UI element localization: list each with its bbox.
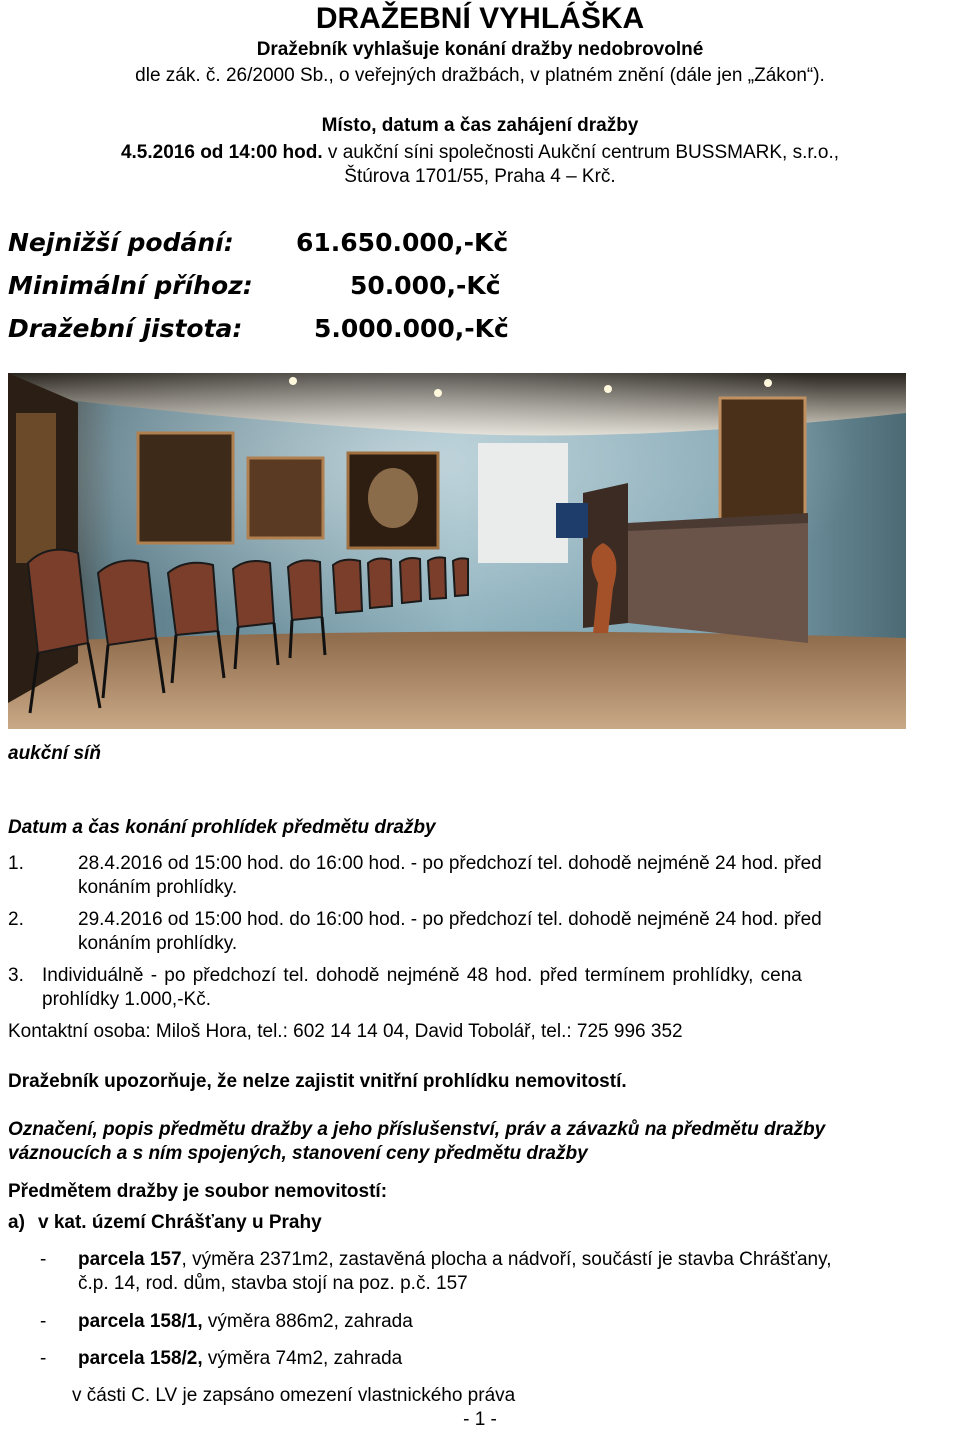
inspection-line-cont: konáním prohlídky. — [78, 877, 238, 898]
deposit-label: Dražební jistota: — [8, 314, 243, 343]
parcel-item — [78, 1347, 402, 1371]
auction-address: Štúrova 1701/55, Praha 4 – Krč. — [344, 166, 616, 187]
inspection-line: 28.4.2016 od 15:00 hod. do 16:00 hod. - po předchozí tel. dohodě nejméně 24 hod. před — [78, 853, 822, 874]
auction-datetime: 4.5.2016 od 14:00 hod. — [120, 142, 323, 163]
min-increment-value: 50.000,-Kč — [350, 271, 501, 300]
inspection-warning: Dražebník upozorňuje, že nelze zajistit vnitřní prohlídku nemovitostí. — [8, 1071, 627, 1092]
parcel-description-cont: č.p. 14, rod. dům, stavba stojí na poz. p.č. 157 — [78, 1273, 468, 1294]
parcel-item — [78, 1248, 831, 1272]
inspection-number: 2. — [8, 909, 24, 930]
lowest-bid-label: Nejnižší podání: — [8, 228, 234, 257]
inspection-number: 3. — [8, 965, 24, 986]
parcel-name: parcela 158/1, — [78, 1311, 203, 1332]
cadastral-area-marker: a) — [8, 1212, 25, 1233]
auction-venue: v aukční síni společnosti Aukční centrum BUSSMARK, s.r.o., — [322, 142, 840, 163]
lowest-bid-value: 61.650.000,-Kč — [296, 228, 509, 257]
law-reference: dle zák. č. 26/2000 Sb., o veřejných dražbách, v platném znění (dále jen „Zákon“). — [135, 65, 825, 86]
designation-heading: Označení, popis předmětu dražby a jeho příslušenství, práv a závazků na předmětu dražby — [8, 1119, 826, 1140]
deposit-value: 5.000.000,-Kč — [314, 314, 509, 343]
list-dash: - — [40, 1311, 47, 1332]
parcel-description: výměra 886m2, zahrada — [202, 1311, 413, 1332]
inspection-line: Individuálně - po předchozí tel. dohodě nejméně 48 hod. před termínem prohlídky, cena — [42, 965, 802, 986]
designation-heading-cont: váznoucích a s ním spojených, stanovení ceny předmětu dražby — [8, 1143, 588, 1164]
list-dash: - — [40, 1348, 47, 1369]
inspection-line-cont: prohlídky 1.000,-Kč. — [42, 989, 211, 1010]
page-number: - 1 - — [463, 1409, 497, 1430]
inspection-line-cont: konáním prohlídky. — [78, 933, 238, 954]
subject-heading: Předmětem dražby je soubor nemovitostí: — [8, 1181, 388, 1202]
inspection-line: 29.4.2016 od 15:00 hod. do 16:00 hod. - po předchozí tel. dohodě nejméně 24 hod. před — [78, 909, 822, 930]
list-dash: - — [40, 1249, 47, 1270]
parcel-description: výměra 74m2, zahrada — [202, 1348, 403, 1369]
min-increment-label: Minimální příhoz: — [8, 271, 253, 300]
inspections-heading: Datum a čas konání prohlídek předmětu dražby — [8, 817, 436, 838]
subtitle: Dražebník vyhlašuje konání dražby nedobrovolné — [256, 39, 704, 60]
place-datetime-line — [0, 141, 960, 165]
cadastral-area: v kat. území Chrášťany u Prahy — [38, 1212, 322, 1233]
place-heading: Místo, datum a čas zahájení dražby — [321, 115, 639, 136]
parcel-description: , výměra 2371m2, zastavěná plocha a nádvoří, součástí je stavba Chrášťany, — [181, 1249, 832, 1270]
page-title: DRAŽEBNÍ VYHLÁŠKA — [315, 2, 645, 35]
photo-caption: aukční síň — [8, 743, 101, 764]
parcel-name: parcela 157 — [78, 1249, 182, 1270]
parcel-name: parcela 158/2, — [78, 1348, 203, 1369]
auction-room-photo — [8, 373, 906, 729]
contact-persons: Kontaktní osoba: Miloš Hora, tel.: 602 14 14 04, David Tobolář, tel.: 725 996 352 — [8, 1021, 683, 1042]
ownership-note: v části C. LV je zapsáno omezení vlastnického práva — [72, 1385, 516, 1406]
parcel-item — [78, 1310, 413, 1334]
inspection-number: 1. — [8, 853, 24, 874]
